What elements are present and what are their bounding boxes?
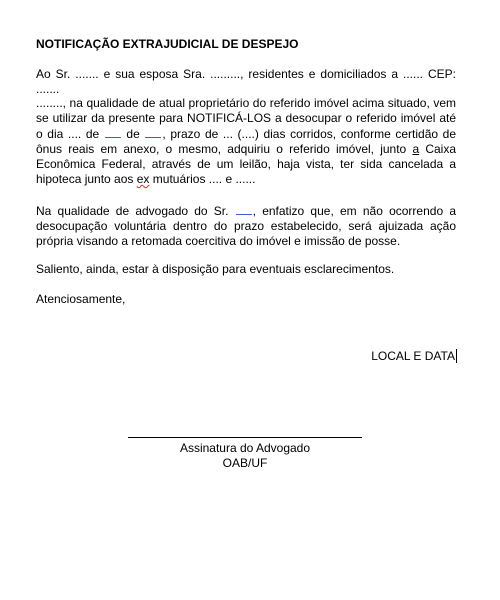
body-text-3: , prazo de ... (....) dias corridos, conforme certidão de ônus reais em anexo, o mesmo, adquiriu o referido imóvel, junto	[36, 127, 456, 156]
underlined-a: a	[412, 142, 420, 156]
advogado-text-1: Na qualidade de advogado do Sr.	[36, 204, 235, 218]
local-e-data[interactable]	[371, 349, 457, 363]
notification-body-paragraph	[36, 96, 456, 187]
signature-name: Assinatura do Advogado	[179, 441, 311, 455]
advogado-text-2: , enfatizo que, em não ocorrendo a desocupação voluntária dentro do prazo estabelecido, será ajuizada ação própria visando a retomada coercitiva do imóvel e imissão de posse.	[36, 204, 456, 248]
saliento-paragraph: Saliento, ainda, estar à disposição para eventuais esclarecimentos.	[36, 262, 395, 276]
spellcheck-word[interactable]: ex	[136, 172, 150, 186]
day-blank-field[interactable]	[105, 126, 121, 138]
client-name-blank-field[interactable]	[236, 203, 252, 215]
body-text-5: mutuários .... e ......	[149, 172, 256, 186]
body-text-4: Caixa Econômica Federal, através de um leilão, haja vista, ter sida cancelada a hipoteca junto aos	[36, 142, 457, 186]
document-title: NOTIFICAÇÃO EXTRAJUDICIAL DE DESPEJO	[36, 37, 299, 51]
closing-text: Atenciosamente,	[36, 292, 126, 306]
signature-line	[128, 437, 362, 438]
signature-oab: OAB/UF	[222, 456, 268, 470]
body-text-1: ........, na qualidade de atual proprietário do referido imóvel acima situado, vem se utilizar da presente para NOTIFICÁ-LOS a desocupar o referido imóvel até o dia .... de	[36, 96, 456, 141]
body-text-2: de	[121, 127, 145, 141]
year-blank-field[interactable]	[145, 126, 161, 138]
advogado-paragraph	[36, 203, 456, 249]
local-e-data-text: LOCAL E DATA	[371, 349, 455, 363]
addressee-paragraph: Ao Sr. ....... e sua esposa Sra. ........., residentes e domiciliados a ...... CEP: .......	[36, 67, 456, 96]
text-cursor	[456, 349, 457, 363]
